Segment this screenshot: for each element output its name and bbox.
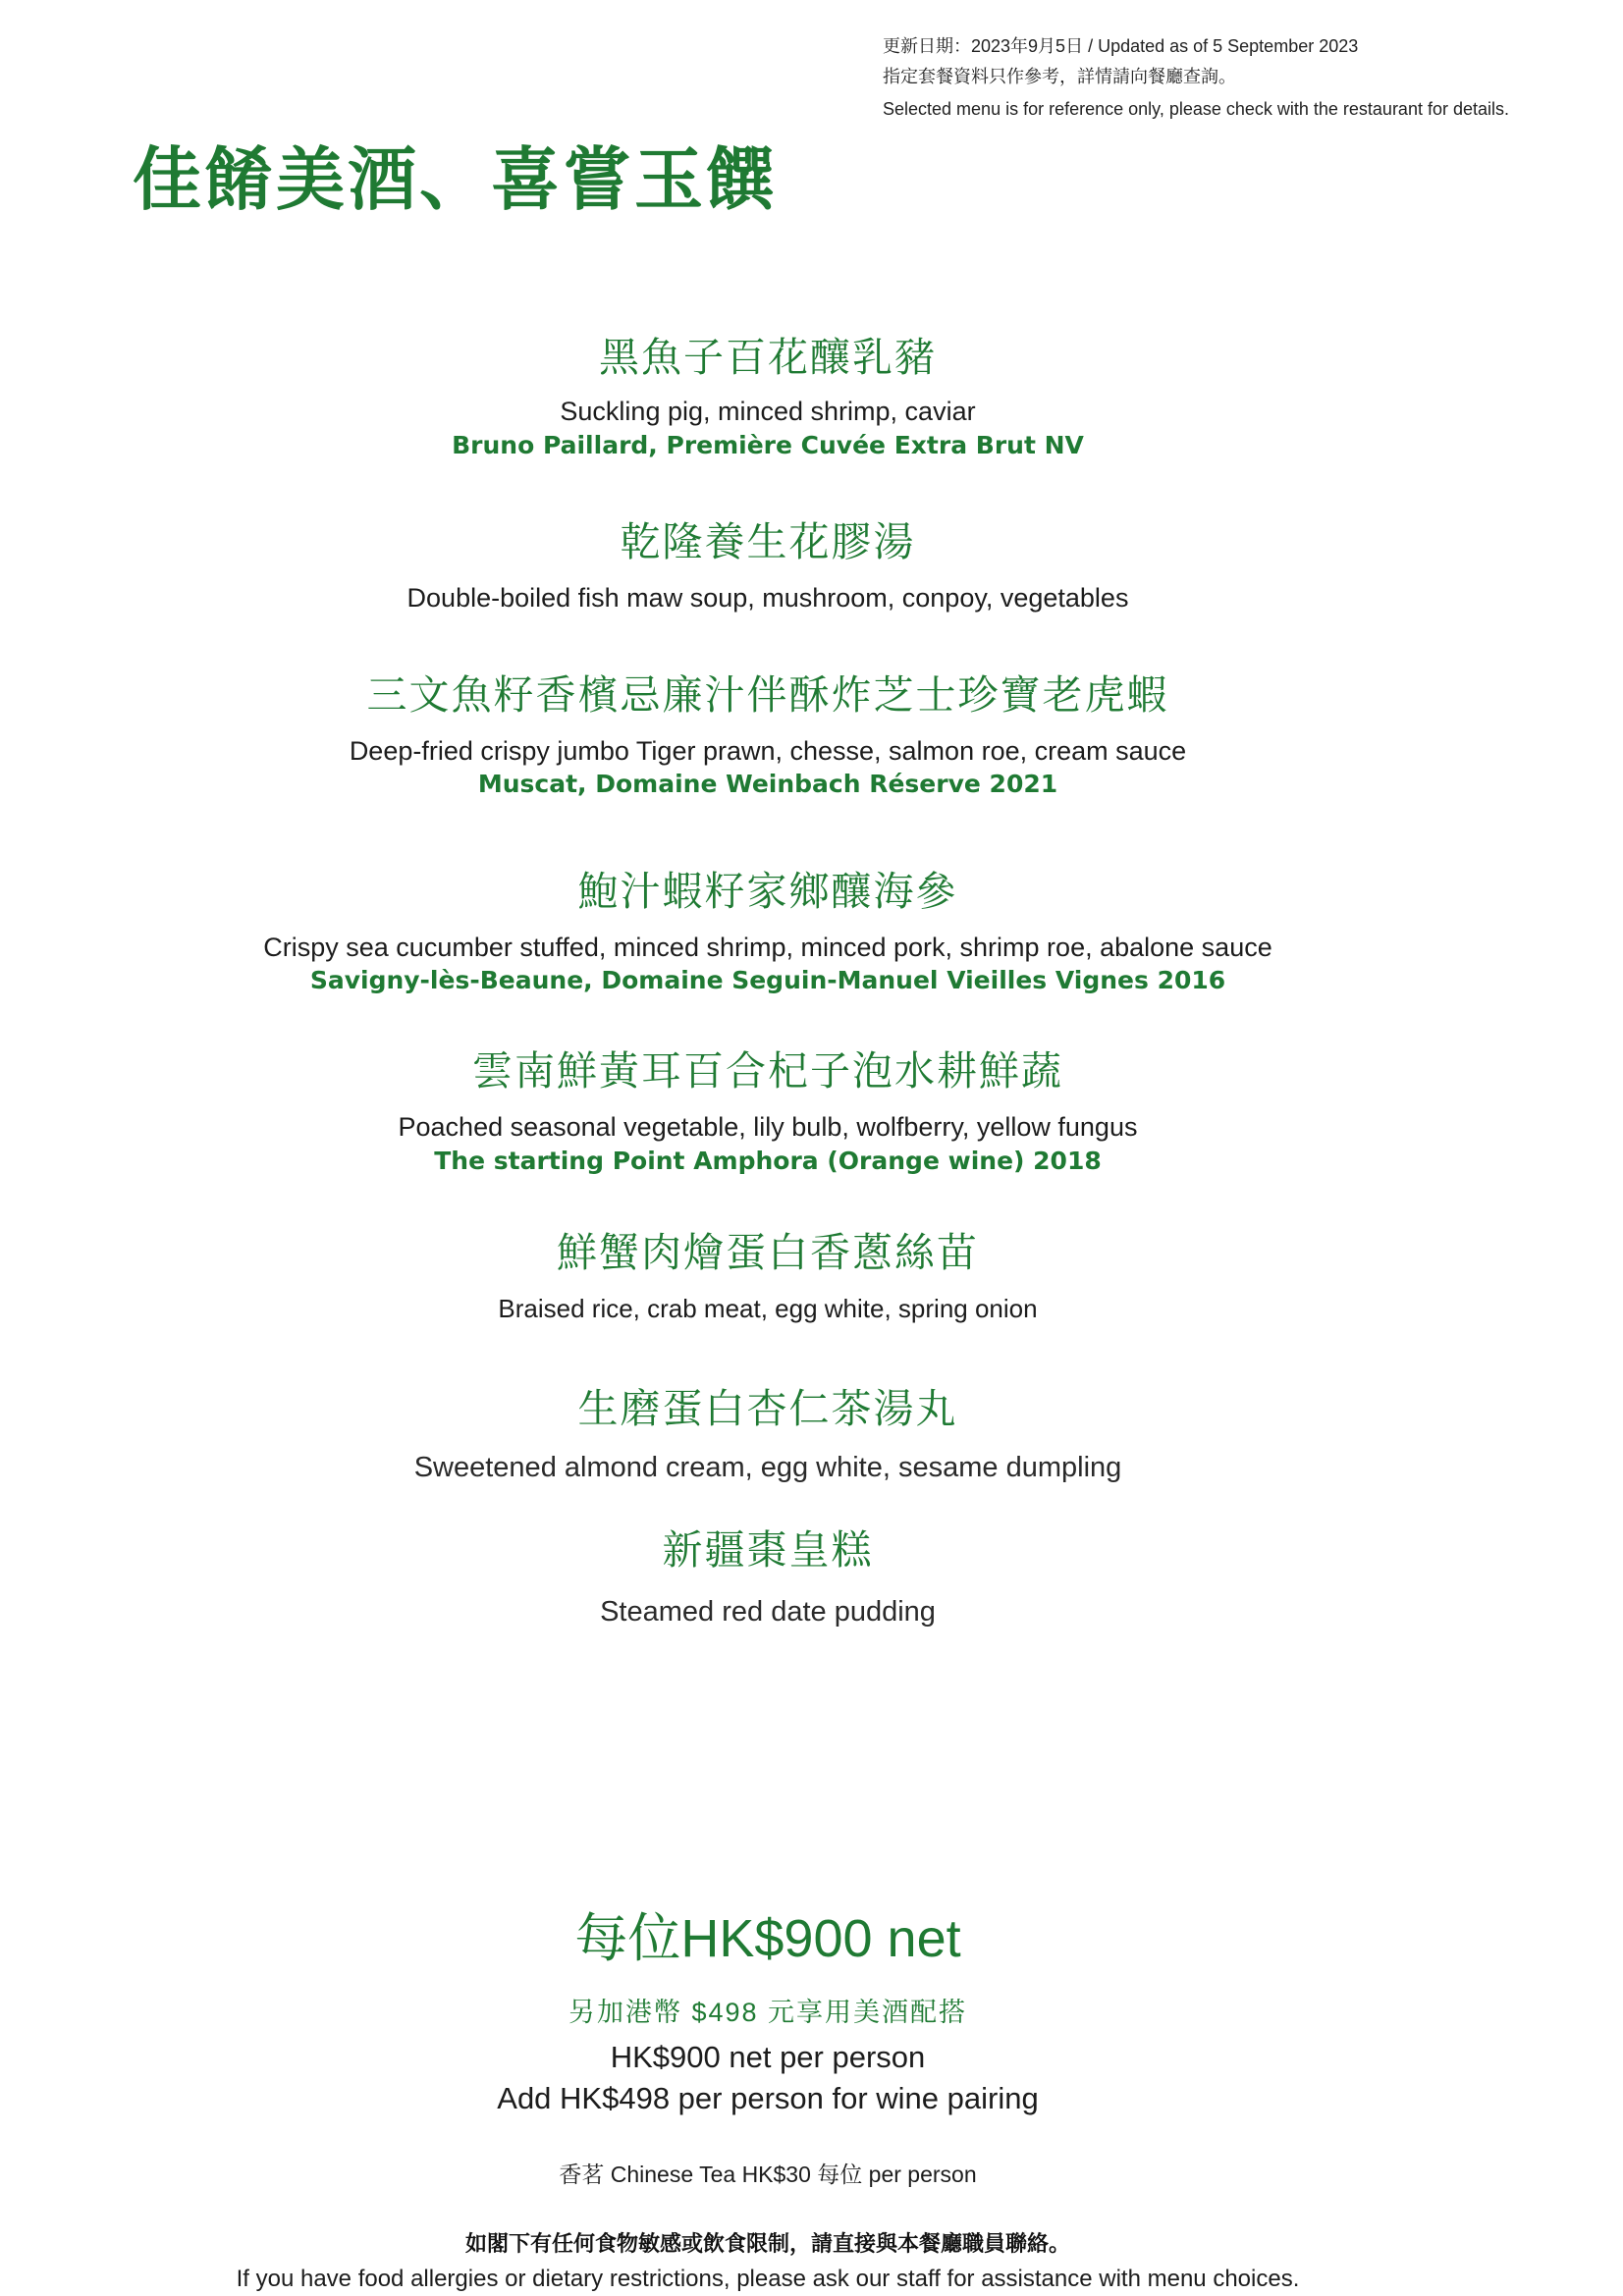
chinese-tea-charge: 香茗 Chinese Tea HK$30 每位 per person xyxy=(559,2162,977,2187)
wine-pairing: Muscat, Domaine Weinbach Réserve 2021 xyxy=(477,770,1058,798)
course-name-zh: 黑魚子百花釀乳豬 xyxy=(599,335,937,380)
course-description: Poached seasonal vegetable, lily bulb, wolfberry, yellow fungus xyxy=(398,1112,1138,1142)
wine-pairing-price-en: Add HK$498 per person for wine pairing xyxy=(497,2081,1039,2115)
wine-pairing: Savigny-lès-Beaune, Domaine Seguin-Manuel Vieilles Vignes 2016 xyxy=(309,966,1226,994)
course-name-zh: 三文魚籽香檳忌廉汁伴酥炸芝士珍寶老虎蝦 xyxy=(366,672,1169,718)
course-name-zh: 乾隆養生花膠湯 xyxy=(620,519,916,564)
course-description: Braised rice, crab meat, egg white, spring onion xyxy=(498,1294,1038,1323)
wine-pairing-price-zh: 另加港幣 $498 元享用美酒配搭 xyxy=(568,1998,968,2027)
allergy-notice-en: If you have food allergies or dietary restrictions, please ask our staff for assistance with menu choices. xyxy=(236,2266,1300,2292)
course-name-zh: 鮑汁蝦籽家鄉釀海參 xyxy=(577,869,958,914)
wine-pairing: The starting Point Amphora (Orange wine) 2018 xyxy=(434,1147,1102,1175)
course-description: Deep-fried crispy jumbo Tiger prawn, chesse, salmon roe, cream sauce xyxy=(349,736,1187,766)
course-description: Suckling pig, minced shrimp, caviar xyxy=(560,397,976,426)
course-description: Sweetened almond cream, egg white, sesame dumpling xyxy=(413,1452,1122,1483)
course-description: Double-boiled fish maw soup, mushroom, conpoy, vegetables xyxy=(406,583,1129,613)
price-headline: 每位HK$900 net xyxy=(574,1909,961,1968)
course-name-zh: 鮮蟹肉燴蛋白香蔥絲苗 xyxy=(557,1230,979,1275)
disclaimer-zh: 指定套餐資料只作參考，詳情請向餐廳查詢。 xyxy=(883,67,1236,86)
page-title: 佳餚美酒、喜嘗玉饌 xyxy=(133,141,778,218)
price-per-person-en: HK$900 net per person xyxy=(610,2040,926,2074)
course-name-zh: 雲南鮮黃耳百合杞子泡水耕鮮蔬 xyxy=(472,1048,1063,1094)
course-name-zh: 新疆棗皇糕 xyxy=(662,1527,874,1573)
course-description: Steamed red date pudding xyxy=(600,1596,936,1628)
allergy-notice-zh: 如閣下有任何食物敏感或飲食限制，請直接與本餐廳職員聯絡。 xyxy=(464,2231,1070,2256)
disclaimer-en: Selected menu is for reference only, please check with the restaurant for details. xyxy=(883,99,1509,119)
course-description: Crispy sea cucumber stuffed, minced shrimp, minced pork, shrimp roe, abalone sauce xyxy=(263,933,1272,962)
updated-date-note: 更新日期：2023年9月5日 / Updated as of 5 September 2023 xyxy=(883,36,1359,56)
course-name-zh: 生磨蛋白杏仁茶湯丸 xyxy=(577,1386,958,1431)
wine-pairing: Bruno Paillard, Première Cuvée Extra Brut NV xyxy=(452,431,1084,459)
